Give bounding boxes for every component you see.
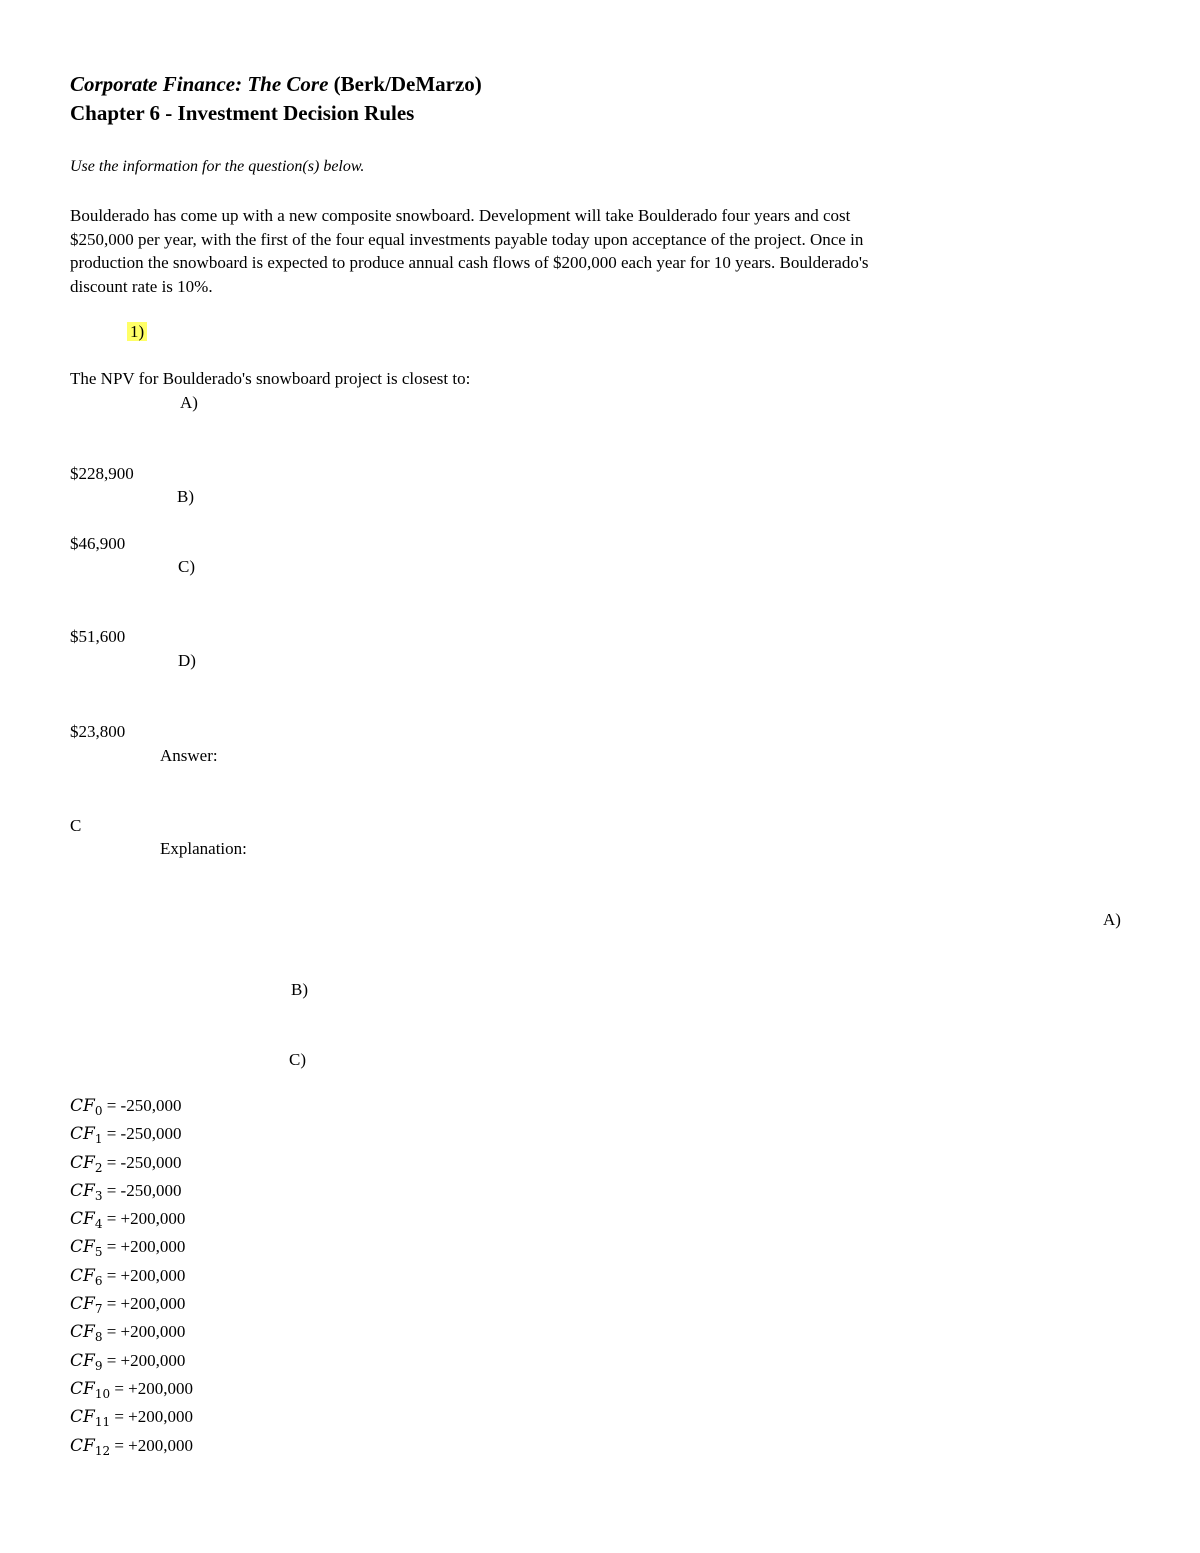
- cf-value: = +200,000: [106, 1237, 186, 1256]
- cf-subscript: 6: [94, 1274, 103, 1288]
- choice-d-value: $23,800: [70, 722, 126, 741]
- cf-symbol: CF: [70, 1266, 95, 1286]
- cash-flow-line: [70, 1266, 185, 1286]
- book-title: [70, 72, 482, 97]
- explanation-marker-c: C): [289, 1050, 306, 1069]
- cf-value: = +200,000: [106, 1351, 186, 1370]
- cash-flow-line: [70, 1096, 181, 1116]
- instructions-text: Use the information for the question(s) below.: [70, 158, 365, 175]
- scenario-paragraph: [70, 204, 1120, 298]
- explanation-marker-a: A): [1103, 910, 1121, 929]
- scenario-line: production the snowboard is expected to produce annual cash flows of $200,000 each year for 10 years. Boulderado's: [70, 253, 869, 272]
- cf-symbol: CF: [70, 1209, 95, 1229]
- cf-subscript: 11: [94, 1415, 111, 1429]
- question-text: The NPV for Boulderado's snowboard project is closest to:: [70, 369, 471, 388]
- choice-c-value: $51,600: [70, 627, 126, 646]
- cf-value: = -250,000: [106, 1096, 182, 1115]
- cf-subscript: 7: [94, 1302, 103, 1316]
- cash-flow-line: [70, 1322, 185, 1342]
- cash-flow-line: [70, 1351, 185, 1371]
- cf-symbol: CF: [70, 1379, 95, 1399]
- cf-symbol: CF: [70, 1096, 95, 1116]
- cash-flow-line: [70, 1407, 193, 1427]
- cf-subscript: 9: [94, 1359, 103, 1373]
- cf-symbol: CF: [70, 1153, 95, 1173]
- cf-subscript: 0: [94, 1104, 103, 1118]
- cf-symbol: CF: [70, 1237, 95, 1257]
- choice-b-value: $46,900: [70, 534, 126, 553]
- cf-symbol: CF: [70, 1181, 95, 1201]
- cf-value: = +200,000: [114, 1407, 194, 1426]
- cf-symbol: CF: [70, 1407, 95, 1427]
- cf-symbol: CF: [70, 1294, 95, 1314]
- cf-subscript: 4: [94, 1217, 103, 1231]
- cf-symbol: CF: [70, 1322, 95, 1342]
- cf-subscript: 8: [94, 1330, 103, 1344]
- cf-value: = +200,000: [106, 1209, 186, 1228]
- choice-d-letter: D): [178, 651, 196, 670]
- answer-value: C: [70, 816, 82, 835]
- scenario-line: $250,000 per year, with the first of the four equal investments payable today upon acceptance of the project. Once in: [70, 229, 864, 249]
- cash-flow-line: [70, 1124, 181, 1144]
- cf-subscript: 1: [94, 1132, 103, 1146]
- cf-value: = +200,000: [106, 1294, 186, 1313]
- cash-flow-line: [70, 1436, 193, 1456]
- cf-value: = -250,000: [106, 1181, 182, 1200]
- cf-symbol: CF: [70, 1351, 95, 1371]
- cf-subscript: 5: [94, 1245, 103, 1259]
- cf-symbol: CF: [70, 1124, 95, 1144]
- answer-label: Answer:: [160, 746, 218, 765]
- cf-subscript: 12: [94, 1444, 111, 1458]
- choice-a-letter: A): [180, 393, 198, 412]
- explanation-label: Explanation:: [160, 839, 247, 858]
- cf-value: = +200,000: [114, 1379, 194, 1398]
- book-title-italic: Corporate Finance: The Core: [70, 72, 329, 96]
- cash-flow-line: [70, 1237, 185, 1257]
- cf-value: = -250,000: [106, 1153, 182, 1172]
- cf-value: = +200,000: [106, 1322, 186, 1341]
- cash-flow-line: [70, 1209, 185, 1229]
- cf-value: = +200,000: [106, 1266, 186, 1285]
- explanation-marker-b: B): [291, 980, 308, 999]
- cf-subscript: 3: [94, 1189, 103, 1203]
- cash-flow-line: [70, 1181, 181, 1201]
- cash-flow-line: [70, 1153, 181, 1173]
- choice-c-letter: C): [178, 557, 195, 576]
- cf-subscript: 2: [94, 1161, 103, 1175]
- cash-flow-line: [70, 1294, 185, 1314]
- choice-a-value: $228,900: [70, 464, 134, 483]
- chapter-title: Chapter 6 - Investment Decision Rules: [70, 101, 415, 125]
- cf-symbol: CF: [70, 1436, 95, 1456]
- choice-b-letter: B): [177, 487, 194, 506]
- cf-subscript: 10: [94, 1387, 111, 1401]
- question-number-wrap: [127, 322, 147, 342]
- book-authors: (Berk/DeMarzo): [328, 72, 482, 96]
- cf-value: = -250,000: [106, 1124, 182, 1143]
- cash-flow-line: [70, 1379, 193, 1399]
- cf-value: = +200,000: [114, 1436, 194, 1455]
- scenario-line: Boulderado has come up with a new composite snowboard. Development will take Boulderado four years and cost: [70, 206, 851, 225]
- scenario-line: discount rate is 10%.: [70, 276, 213, 296]
- question-number: 1): [127, 322, 147, 341]
